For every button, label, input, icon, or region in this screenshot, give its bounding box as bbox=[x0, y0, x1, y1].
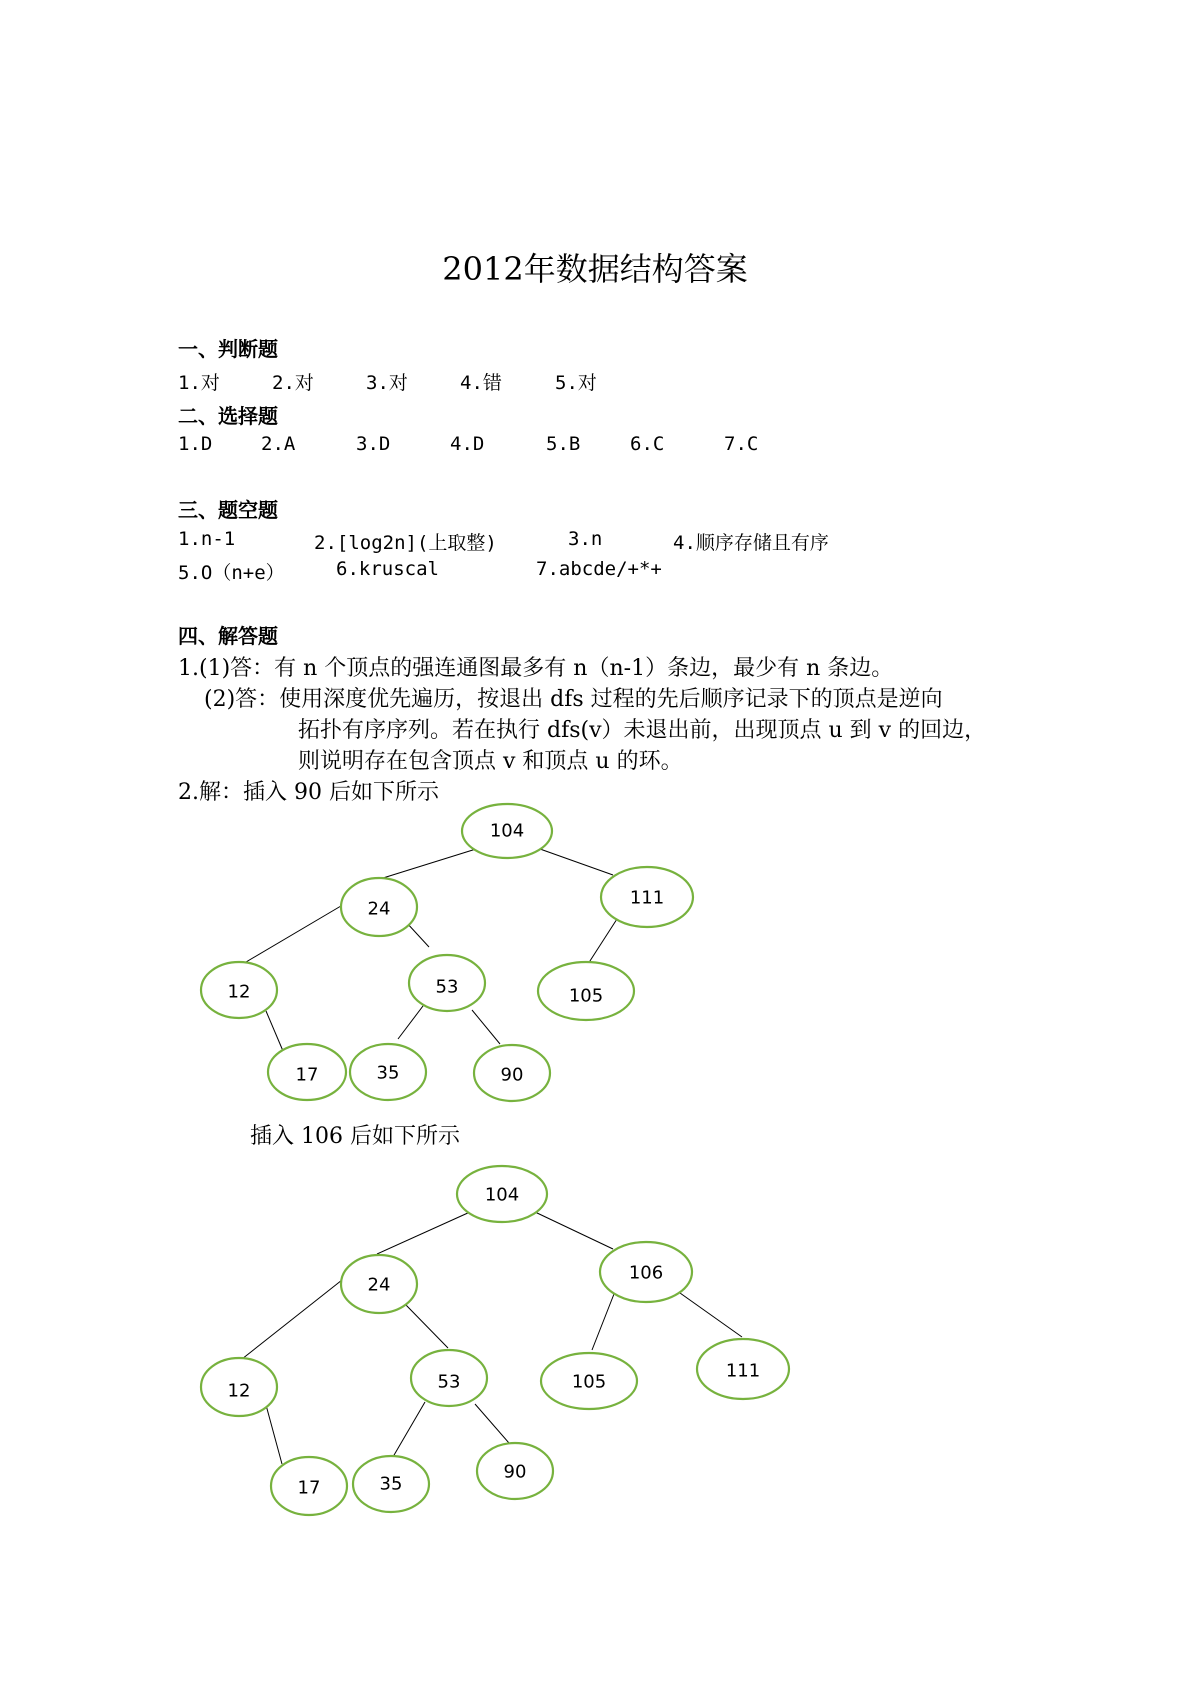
svg-text:53: 53 bbox=[437, 1371, 461, 1393]
svg-text:104: 104 bbox=[484, 1184, 520, 1206]
tree2-edge bbox=[390, 1402, 425, 1462]
answer-paragraph: 1.(1)答：有 n 个顶点的强连通图最多有 n（n-1）条边，最少有 n 条边。 bbox=[178, 656, 894, 681]
section1-heading: 一、判断题 bbox=[178, 337, 278, 361]
tree2-edge bbox=[266, 1405, 282, 1464]
tree2-node bbox=[271, 1457, 347, 1515]
tree2-node bbox=[477, 1443, 553, 1499]
svg-text:17: 17 bbox=[297, 1477, 321, 1499]
tree2-edge bbox=[535, 1212, 613, 1249]
section2-heading: 二、选择题 bbox=[178, 404, 278, 428]
tree2-node bbox=[411, 1350, 487, 1406]
svg-text:12: 12 bbox=[227, 1380, 251, 1402]
tree2-node bbox=[457, 1166, 547, 1222]
answer-paragraph: 拓扑有序序列。若在执行 dfs(v）未退出前，出现顶点 u 到 v 的回边， bbox=[298, 718, 987, 743]
svg-text:53: 53 bbox=[435, 976, 459, 998]
svg-text:24: 24 bbox=[367, 898, 391, 920]
answer-item: 7.abcde/+*+ bbox=[536, 558, 662, 580]
tree1-edges bbox=[246, 849, 617, 1051]
svg-text:24: 24 bbox=[367, 1274, 391, 1296]
tree2-edge bbox=[377, 1212, 470, 1254]
tree2-edge bbox=[680, 1293, 742, 1337]
answer-item: 3.D bbox=[356, 433, 391, 455]
answer-paragraph: 插入 106 后如下所示 bbox=[250, 1124, 460, 1149]
answer-item: 3.对 bbox=[366, 372, 408, 394]
answer-item: 1.D bbox=[178, 433, 213, 455]
tree2-edge bbox=[475, 1404, 509, 1443]
svg-text:35: 35 bbox=[379, 1473, 403, 1495]
section4-heading: 四、解答题 bbox=[178, 624, 278, 648]
tree1-edge bbox=[266, 1011, 283, 1051]
tree1-edge bbox=[472, 1010, 500, 1044]
answer-item: 6.kruscal bbox=[336, 558, 439, 580]
tree2-node bbox=[353, 1456, 429, 1512]
tree1-node bbox=[268, 1044, 346, 1100]
tree2-node bbox=[201, 1358, 277, 1416]
answer-item: 1.n-1 bbox=[178, 528, 236, 550]
svg-text:105: 105 bbox=[568, 985, 604, 1007]
tree1-edge bbox=[398, 1002, 426, 1039]
answer-item: 5.对 bbox=[555, 372, 597, 394]
tree2-node bbox=[600, 1242, 692, 1302]
tree1-edge bbox=[246, 903, 346, 962]
answer-item: 7.C bbox=[724, 433, 759, 455]
section3-heading: 三、题空题 bbox=[178, 498, 278, 522]
svg-text:111: 111 bbox=[629, 887, 665, 909]
svg-text:106: 106 bbox=[628, 1262, 664, 1284]
svg-text:35: 35 bbox=[376, 1062, 400, 1084]
answer-item: 2.A bbox=[261, 433, 296, 455]
tree1-node bbox=[462, 804, 552, 858]
tree2-edge bbox=[405, 1304, 448, 1348]
answer-paragraph: 则说明存在包含顶点 v 和顶点 u 的环。 bbox=[298, 749, 683, 774]
svg-text:111: 111 bbox=[725, 1360, 761, 1382]
tree2-node bbox=[341, 1255, 417, 1313]
tree1-node bbox=[601, 867, 693, 927]
answer-item: 5.B bbox=[546, 433, 581, 455]
svg-text:90: 90 bbox=[503, 1461, 527, 1483]
answer-item: 1.对 bbox=[178, 372, 220, 394]
answer-item: 2.对 bbox=[272, 372, 314, 394]
tree1-node bbox=[409, 955, 485, 1011]
tree1-node bbox=[341, 878, 417, 936]
tree1-edge bbox=[588, 919, 617, 964]
tree2-edge bbox=[592, 1294, 614, 1350]
tree2-node bbox=[541, 1353, 637, 1409]
answer-item: 6.C bbox=[630, 433, 665, 455]
tree1-node bbox=[474, 1045, 550, 1101]
answer-paragraph: (2)答：使用深度优先遍历，按退出 dfs 过程的先后顺序记录下的顶点是逆向 bbox=[204, 687, 943, 712]
svg-text:105: 105 bbox=[571, 1371, 607, 1393]
tree1-edge bbox=[383, 849, 476, 878]
answer-item: 4.D bbox=[450, 433, 485, 455]
svg-text:17: 17 bbox=[295, 1064, 319, 1086]
answer-item: 4.错 bbox=[460, 372, 502, 394]
answer-item: 4.顺序存储且有序 bbox=[673, 532, 829, 554]
tree1-edge bbox=[540, 849, 613, 875]
answer-item: 3.n bbox=[568, 528, 603, 550]
svg-text:12: 12 bbox=[227, 981, 251, 1003]
tree2-node bbox=[697, 1339, 789, 1399]
answer-item: 2.[log2n](上取整) bbox=[314, 532, 497, 554]
tree1-node bbox=[201, 962, 277, 1018]
svg-text:104: 104 bbox=[489, 820, 525, 842]
page-title: 2012年数据结构答案 bbox=[442, 250, 748, 288]
answer-item: 5.O（n+e） bbox=[178, 562, 285, 584]
tree1-node bbox=[538, 962, 634, 1020]
tree2-edge bbox=[242, 1280, 342, 1359]
svg-text:90: 90 bbox=[500, 1064, 524, 1086]
answer-paragraph: 2.解：插入 90 后如下所示 bbox=[178, 780, 439, 805]
tree1-node bbox=[350, 1044, 426, 1100]
